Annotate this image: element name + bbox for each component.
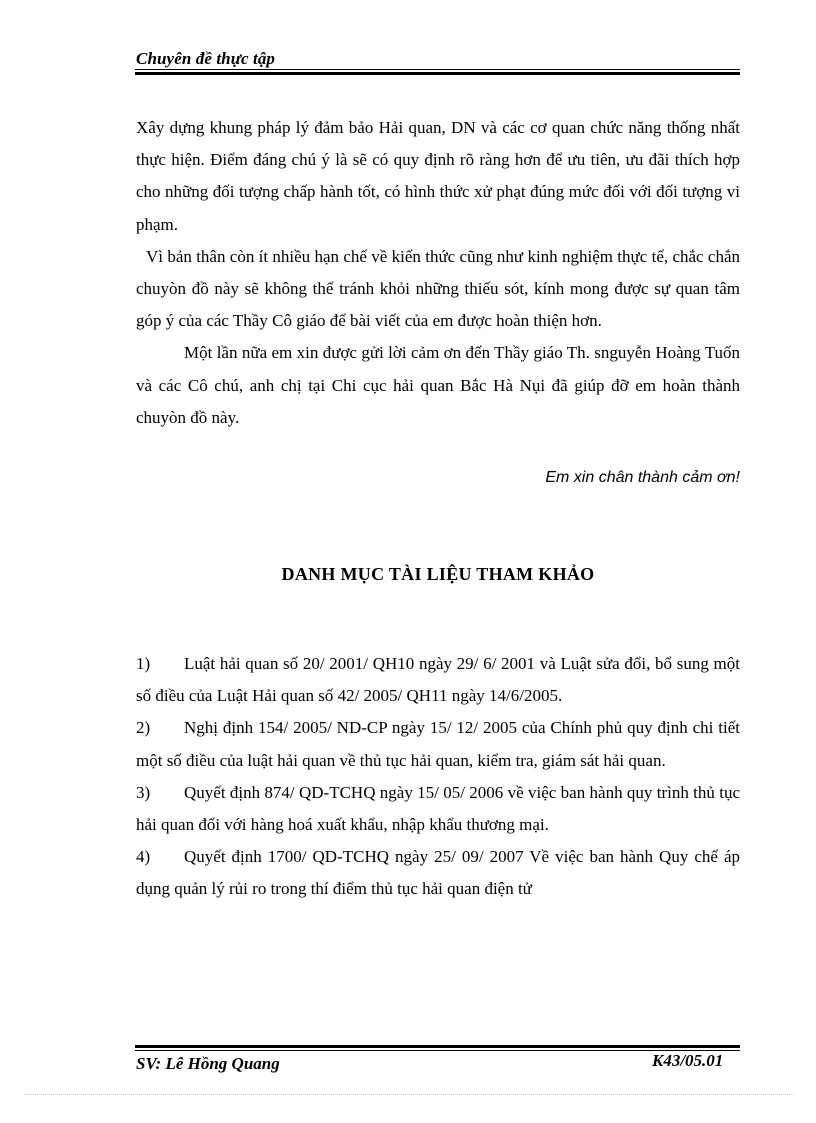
footer-student-name: SV: Lê Hồng Quang (136, 1054, 280, 1073)
footer-rule-thin (135, 1050, 740, 1051)
reference-item-3 (136, 777, 740, 841)
body-paragraph-3: Một lần nữa em xin được gửi lời cảm ơn đến Thầy giáo Th. snguyễn Hoàng Tuốn và các Cô chú, anh chị tại Chi cục hải quan Bắc Hà Nụi đã giúp đỡ em hoàn thành chuyòn đồ này. (136, 343, 740, 427)
reference-number: 3) (136, 782, 151, 802)
body-paragraph-2: Vì bản thân còn ít nhiều hạn chế về kiến thức cũng như kinh nghiệm thực tế, chắc chắn chuyòn đồ này sẽ không thể tránh khỏi những thiếu sót, kính mong được sự quan tâm góp ý của các Thầy Cô giáo để bài viết của em được hoàn thiện hơn. (136, 246, 740, 331)
references-list (136, 648, 740, 906)
reference-number: 4) (136, 847, 151, 867)
header-title: Chuyên đề thực tập (136, 49, 276, 68)
header-rule-thick (135, 72, 740, 75)
page-bottom-dotted-line (24, 1094, 794, 1095)
header-rule-thin (135, 69, 740, 70)
reference-text: Luật hải quan số 20/ 2001/ QH10 ngày 29/ 6/ 2001 và Luật sửa đổi, bổ sung một số điều của Luật Hải quan số 42/ 2005/ QH11 ngày 14/6/2005. (136, 654, 740, 706)
reference-item-1 (136, 648, 740, 712)
body-paragraph-1: Xây dựng khung pháp lý đảm bảo Hải quan, DN và các cơ quan chức năng thống nhất thực hiện. Điểm đáng chú ý là sẽ có quy định rõ ràng hơn để ưu tiên, ưu đãi thích hợp cho những đối tượng chấp hành tốt, có hình thức xử phạt đúng mức đối với đối tượng vi phạm. (136, 118, 740, 234)
body-text (136, 112, 740, 434)
reference-item-4 (136, 841, 740, 905)
reference-text: Quyết định 1700/ QD-TCHQ ngày 25/ 09/ 2007 Về việc ban hành Quy chế áp dụng quản lý rủi ro trong thí điểm thủ tục hải quan điện tử (136, 847, 740, 899)
reference-number: 1) (136, 654, 151, 673)
closing-thanks: Em xin chân thành cảm ơn! (545, 469, 740, 486)
references-heading: DANH MỤC TÀI LIỆU THAM KHẢO (281, 564, 595, 584)
reference-text: Nghị định 154/ 2005/ ND-CP ngày 15/ 12/ 2005 của Chính phủ quy định chi tiết một số điều của luật hải quan về thủ tục hải quan, kiểm tra, giám sát hải quan. (136, 718, 740, 770)
footer-rule-thick (135, 1045, 740, 1048)
footer-class-code: K43/05.01 (652, 1051, 724, 1070)
reference-number: 2) (136, 718, 151, 738)
reference-text: Quyết định 874/ QD-TCHQ ngày 15/ 05/ 2006 về việc ban hành quy trình thủ tục hải quan đối với hàng hoá xuất khẩu, nhập khẩu thương mại. (136, 782, 740, 835)
reference-item-2 (136, 712, 740, 776)
